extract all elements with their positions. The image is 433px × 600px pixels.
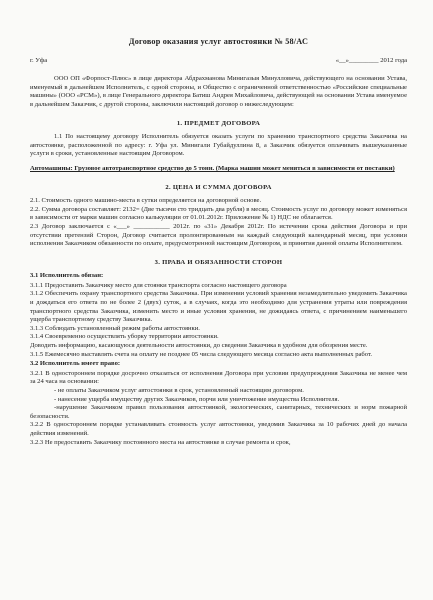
city-date-line [30, 57, 407, 66]
vehicle-note: Автомашины: Грузовое автотранспортное средство до 5 тонн. (Марка машин может меняться в зависимости от поставки) [30, 164, 395, 172]
preamble: ООО ОП «Форпост-Плюс» в лице директора Абдрахманова Минигазыя Минулловича, действующего на основании Устава, именуемый в дальнейшем Исполнитель, с одной стороны, и Общество с ограниченной ответственностью «Российские специальные машины» (ООО «РСМ»), в лице Генерального директора Батиш Андрея Михайловича, действующей на основании Устава именуемое в дальнейшем Заказчик, с другой стороны, заключили настоящий договор о нижеследующем: [30, 75, 407, 108]
subsection-3-2-heading: 3.2 Исполнитель имеет право: [30, 360, 121, 368]
clause: 3.1.1 Предоставить Заказчику место для стоянки транспорта согласно настоящего договора [30, 281, 287, 289]
contract-date: «__»_________ 2012 года [335, 56, 407, 64]
section-2-paragraph-2: 2.2. Сумма договора составляет: 2132= (Две тысячи сто тридцать два рубля) в месяц. Стоимость услуг по договору может изменяться в зависимости от марки машин согласно калькуляции от 01.01.2012г. Приложение № 1) НДС не облагается. [30, 205, 407, 222]
city: г. Уфа [30, 56, 48, 64]
clause: 3.1.4 Своевременно осуществлять уборку территории автостоянки. [30, 333, 219, 341]
clause: -нарушение Заказчиком правил пользования автостоянкой, экологических, санитарных, технических и норм пожарной безопасности. [30, 404, 407, 420]
clause: 3.1.3 Соблюдать установленный режим работы автостоянки. [30, 324, 200, 332]
document-title: Договор оказания услуг автостоянки № 58/АС [128, 37, 309, 46]
clause: 3.1.2 Обеспечить охрану транспортного средства Заказчика. При изменении условий хранения незамедлительно уведомить Заказчика и дождаться его ответа по не более 2 (двух) суток, а в случаях, когда это необходимо для устранения утраты или повреждения транспортного средства Заказчика, изменить место и иные условия хранения, не дожидаясь ответа, с причинением наименьшего ущерба транспортному средству Заказчика. [30, 290, 407, 324]
clause: 3.1.5 Ежемесячно выставлять счета на оплату не позднее 05 числа следующего месяца согласно акта выполненных работ. [30, 350, 373, 358]
clause: Доводить информацию, касающуюся деятельности автостоянки, до сведения Заказчика в удобном для обозрения месте. [30, 342, 368, 350]
section-1-heading: 1. ПРЕДМЕТ ДОГОВОРА [176, 119, 261, 127]
section-3-heading: 3. ПРАВА И ОБЯЗАННОСТИ СТОРОН [154, 258, 283, 266]
section-2-paragraph-1: 2.1. Стоимость одного машино-места в сутки определяется на договорной основе. [30, 197, 262, 205]
clause: 3.2.3 Не предоставить Заказчику постоянного места на автостоянке в случае ремонта и срок, [30, 438, 291, 446]
section-2-heading: 2. ЦЕНА И СУММА ДОГОВОРА [165, 183, 272, 191]
section-1-paragraph: 1.1 По настоящему договору Исполнитель обязуется оказать услуги по хранению транспортного средства Заказчика на автостоянке, расположенной по адресу: г. Уфа ул. Минигали Губайдуллина 8, а Заказчик обязуется оплачивать вышеуказанные услуги в сроки, установленные настоящим Договором. [30, 133, 407, 158]
clause: 3.2.2 В одностороннем порядке устанавливать стоимость услуг автостоянки, уведомив Заказчика за 10 рабочих дней до начала действия изменений. [30, 421, 407, 437]
clause: - нанесение ущерба имуществу других Заказчиков, порчи или уничтожение имущества Исполнителя. [54, 395, 340, 403]
subsection-3-1-heading: 3.1 Исполнитель обязан: [30, 272, 104, 280]
clause: 3.2.1 В одностороннем порядке досрочно отказаться от исполнения Договора при условии предупреждения Заказчика не менее чем за 24 часа на основании: [30, 369, 407, 386]
clause: - не оплаты Заказчиком услуг автостоянки в срок, установленный настоящим договором. [54, 387, 304, 394]
section-2-paragraph-3: 2.3 Договор заключается с «___» ___________ 2012г. по «31» Декабря 2012г. По истечении срока действия Договора и при отсутствии претензий Сторон, Договор считается пролонгированным на каждый следующий календарный месяц, при условии исполнения Заказчиком обязанности по оплате, предусмотренной настоящим Договором, и принятия данной оплаты Исполнителем. [30, 222, 407, 248]
